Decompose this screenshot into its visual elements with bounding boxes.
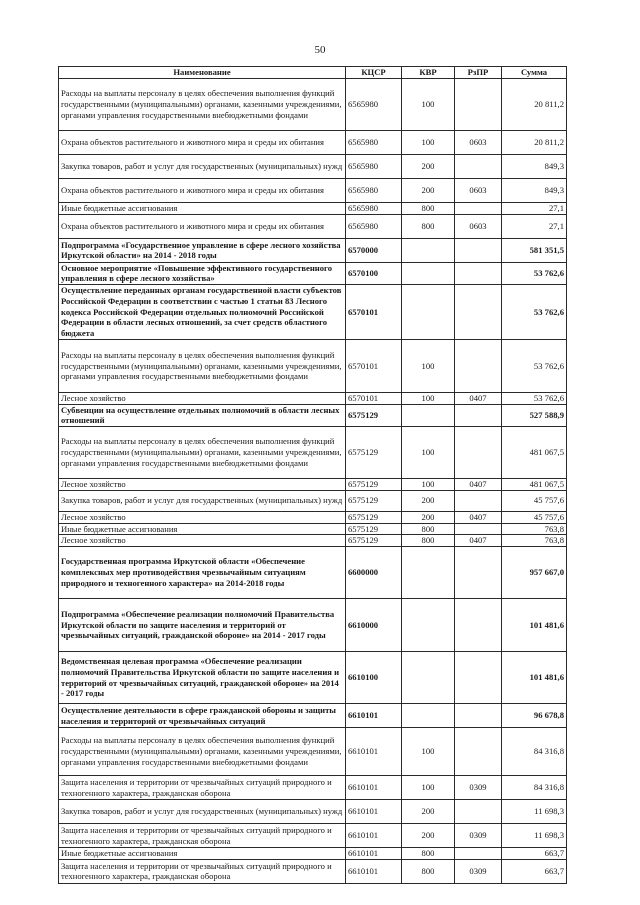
cell-rzpr: 0309 (455, 824, 502, 848)
cell-sum: 101 481,6 (502, 599, 567, 652)
cell-kcsr: 6610101 (346, 848, 402, 860)
cell-kvr (402, 262, 455, 284)
column-header-rzpr: РзПР (455, 67, 502, 79)
table-row (59, 490, 567, 511)
cell-name: Субвенции на осуществление отдельных полномочий в области лесных отношений (59, 404, 346, 426)
cell-kcsr: 6565980 (346, 155, 402, 179)
cell-kcsr: 6610101 (346, 800, 402, 824)
cell-rzpr (455, 848, 502, 860)
table-row (59, 404, 567, 426)
cell-kcsr: 6570100 (346, 262, 402, 284)
cell-sum: 20 811,2 (502, 79, 567, 131)
budget-table (58, 66, 567, 884)
cell-kvr (402, 547, 455, 599)
cell-sum: 581 351,5 (502, 238, 567, 262)
table-row (59, 79, 567, 131)
cell-rzpr (455, 262, 502, 284)
cell-kcsr: 6575129 (346, 490, 402, 511)
cell-rzpr (455, 547, 502, 599)
cell-kcsr: 6570101 (346, 339, 402, 392)
cell-kcsr: 6610000 (346, 599, 402, 652)
cell-name: Подпрограмма «Государственное управление в сфере лесного хозяйства Иркутской области» на 2014 - 2018 годы (59, 238, 346, 262)
cell-kvr: 100 (402, 392, 455, 404)
table-header-row (59, 67, 567, 79)
cell-name: Расходы на выплаты персоналу в целях обеспечения выполнения функций государственными (муниципальными) органами, казенными учреждениями, органами управления государственными внебюджетными фондами (59, 79, 346, 131)
cell-name: Лесное хозяйство (59, 479, 346, 491)
cell-sum: 96 678,8 (502, 704, 567, 728)
cell-kcsr: 6600000 (346, 547, 402, 599)
cell-kvr (402, 238, 455, 262)
cell-sum: 45 757,6 (502, 490, 567, 511)
cell-rzpr: 0407 (455, 392, 502, 404)
cell-rzpr (455, 285, 502, 340)
cell-kcsr: 6570000 (346, 238, 402, 262)
cell-rzpr: 0603 (455, 214, 502, 238)
cell-kcsr: 6565980 (346, 131, 402, 155)
cell-rzpr (455, 203, 502, 215)
cell-name: Защита населения и территории от чрезвычайных ситуаций природного и техногенного характера, гражданская оборона (59, 824, 346, 848)
cell-sum: 481 067,5 (502, 427, 567, 479)
cell-rzpr (455, 404, 502, 426)
cell-name: Расходы на выплаты персоналу в целях обеспечения выполнения функций государственными (муниципальными) органами, казенными учреждениями, органами управления государственными внебюджетными фондами (59, 427, 346, 479)
table-row (59, 704, 567, 728)
cell-name: Расходы на выплаты персоналу в целях обеспечения выполнения функций государственными (муниципальными) органами, казенными учреждениями, органами управления государственными внебюджетными фондами (59, 339, 346, 392)
cell-kvr (402, 285, 455, 340)
cell-rzpr (455, 728, 502, 776)
cell-kvr: 800 (402, 214, 455, 238)
cell-rzpr (455, 490, 502, 511)
cell-kvr: 200 (402, 155, 455, 179)
cell-kvr: 800 (402, 848, 455, 860)
column-header-kcsr: КЦСР (346, 67, 402, 79)
cell-name: Охрана объектов растительного и животного мира и среды их обитания (59, 131, 346, 155)
cell-rzpr: 0603 (455, 179, 502, 203)
table-row (59, 479, 567, 491)
cell-kcsr: 6565980 (346, 214, 402, 238)
cell-kcsr: 6575129 (346, 523, 402, 535)
cell-rzpr (455, 427, 502, 479)
cell-rzpr (455, 599, 502, 652)
cell-kcsr: 6610101 (346, 704, 402, 728)
cell-kcsr: 6575129 (346, 511, 402, 523)
cell-kcsr: 6575129 (346, 535, 402, 547)
cell-name: Защита населения и территории от чрезвычайных ситуаций природного и техногенного характера, гражданская оборона (59, 776, 346, 800)
column-header-name: Наименование (59, 67, 346, 79)
cell-sum: 527 588,9 (502, 404, 567, 426)
cell-name: Закупка товаров, работ и услуг для государственных (муниципальных) нужд (59, 155, 346, 179)
cell-name: Лесное хозяйство (59, 535, 346, 547)
cell-kcsr: 6610101 (346, 776, 402, 800)
table-row (59, 179, 567, 203)
table-row (59, 523, 567, 535)
cell-name: Государственная программа Иркутской области «Обеспечение комплексных мер противодействия чрезвычайным ситуациям природного и техногенного характера» на 2014-2018 годы (59, 547, 346, 599)
cell-rzpr (455, 238, 502, 262)
cell-rzpr: 0407 (455, 535, 502, 547)
cell-kcsr: 6575129 (346, 427, 402, 479)
cell-kcsr: 6610100 (346, 652, 402, 704)
cell-kvr: 100 (402, 479, 455, 491)
cell-name: Осуществление переданных органам государственной власти субъектов Российской Федерации в соответствии с частью 1 статьи 83 Лесного кодекса Российской Федерации отдельных полномочий Российской Федерации в области лесных отношений, за счет средств областного бюджета (59, 285, 346, 340)
cell-name: Осуществление деятельности в сфере гражданской обороны и защиты населения и территорий от чрезвычайных ситуаций (59, 704, 346, 728)
cell-name: Защита населения и территории от чрезвычайных ситуаций природного и техногенного характера, гражданская оборона (59, 859, 346, 883)
cell-kcsr: 6570101 (346, 285, 402, 340)
column-header-kvr: КВР (402, 67, 455, 79)
column-header-sum: Сумма (502, 67, 567, 79)
cell-kvr: 200 (402, 800, 455, 824)
cell-sum: 11 698,3 (502, 800, 567, 824)
table-row (59, 776, 567, 800)
cell-kvr: 800 (402, 859, 455, 883)
cell-name: Подпрограмма «Обеспечение реализации полномочий Правительства Иркутской области по защите населения и территорий от чрезвычайных ситуаций, гражданской обороне» на 2014 - 2017 годы (59, 599, 346, 652)
cell-kvr: 100 (402, 79, 455, 131)
cell-kcsr: 6575129 (346, 404, 402, 426)
cell-sum: 20 811,2 (502, 131, 567, 155)
cell-name: Охрана объектов растительного и животного мира и среды их обитания (59, 179, 346, 203)
cell-kcsr: 6565980 (346, 203, 402, 215)
cell-sum: 849,3 (502, 155, 567, 179)
cell-name: Ведомственная целевая программа «Обеспечение реализации полномочий Правительства Иркутской области по защите населения и территорий от чрезвычайных ситуаций, гражданской обороне» на 2014 - 2017 годы (59, 652, 346, 704)
cell-rzpr: 0407 (455, 511, 502, 523)
cell-sum: 849,3 (502, 179, 567, 203)
table-row (59, 535, 567, 547)
cell-sum: 45 757,6 (502, 511, 567, 523)
cell-name: Иные бюджетные ассигнования (59, 523, 346, 535)
cell-name: Охрана объектов растительного и животного мира и среды их обитания (59, 214, 346, 238)
page-number: 50 (314, 44, 326, 56)
cell-sum: 11 698,3 (502, 824, 567, 848)
cell-rzpr (455, 652, 502, 704)
cell-kcsr: 6565980 (346, 179, 402, 203)
cell-sum: 663,7 (502, 848, 567, 860)
table-row (59, 511, 567, 523)
table-row (59, 262, 567, 284)
cell-name: Закупка товаров, работ и услуг для государственных (муниципальных) нужд (59, 800, 346, 824)
cell-kcsr: 6610101 (346, 859, 402, 883)
cell-sum: 27,1 (502, 203, 567, 215)
cell-rzpr (455, 339, 502, 392)
table-body (59, 79, 567, 884)
cell-kvr: 100 (402, 339, 455, 392)
cell-sum: 957 667,0 (502, 547, 567, 599)
table-row (59, 214, 567, 238)
cell-kcsr: 6610101 (346, 728, 402, 776)
table-row (59, 339, 567, 392)
cell-sum: 84 316,8 (502, 728, 567, 776)
cell-name: Иные бюджетные ассигнования (59, 848, 346, 860)
cell-kvr: 800 (402, 535, 455, 547)
cell-name: Лесное хозяйство (59, 392, 346, 404)
cell-sum: 481 067,5 (502, 479, 567, 491)
cell-kvr: 100 (402, 776, 455, 800)
cell-kvr: 100 (402, 728, 455, 776)
cell-sum: 53 762,6 (502, 285, 567, 340)
table-row (59, 599, 567, 652)
table-row (59, 859, 567, 883)
cell-sum: 763,8 (502, 535, 567, 547)
cell-sum: 53 762,6 (502, 392, 567, 404)
cell-kvr: 800 (402, 523, 455, 535)
cell-kcsr: 6565980 (346, 79, 402, 131)
cell-rzpr (455, 523, 502, 535)
cell-rzpr (455, 155, 502, 179)
table-row (59, 824, 567, 848)
cell-kvr: 100 (402, 427, 455, 479)
cell-kcsr: 6570101 (346, 392, 402, 404)
cell-kvr: 200 (402, 490, 455, 511)
table-row (59, 652, 567, 704)
cell-rzpr: 0603 (455, 131, 502, 155)
table-row (59, 728, 567, 776)
table-row (59, 800, 567, 824)
cell-rzpr: 0309 (455, 859, 502, 883)
cell-kvr (402, 599, 455, 652)
cell-kvr (402, 704, 455, 728)
cell-sum: 84 316,8 (502, 776, 567, 800)
cell-kcsr: 6610101 (346, 824, 402, 848)
table-row (59, 285, 567, 340)
cell-rzpr (455, 79, 502, 131)
cell-rzpr (455, 704, 502, 728)
table-row (59, 427, 567, 479)
cell-name: Расходы на выплаты персоналу в целях обеспечения выполнения функций государственными (муниципальными) органами, казенными учреждениями, органами управления государственными внебюджетными фондами (59, 728, 346, 776)
cell-sum: 763,8 (502, 523, 567, 535)
cell-rzpr: 0407 (455, 479, 502, 491)
cell-kvr (402, 652, 455, 704)
table-row (59, 238, 567, 262)
cell-sum: 663,7 (502, 859, 567, 883)
table-row (59, 547, 567, 599)
cell-sum: 101 481,6 (502, 652, 567, 704)
cell-kvr: 200 (402, 179, 455, 203)
cell-sum: 27,1 (502, 214, 567, 238)
cell-name: Основное мероприятие «Повышение эффективного государственного управления в сфере лесного хозяйства» (59, 262, 346, 284)
table-row (59, 131, 567, 155)
table-row (59, 848, 567, 860)
cell-rzpr (455, 800, 502, 824)
cell-name: Лесное хозяйство (59, 511, 346, 523)
cell-name: Иные бюджетные ассигнования (59, 203, 346, 215)
cell-sum: 53 762,6 (502, 262, 567, 284)
cell-kvr: 200 (402, 511, 455, 523)
cell-sum: 53 762,6 (502, 339, 567, 392)
table-row (59, 203, 567, 215)
cell-kvr: 800 (402, 203, 455, 215)
table-row (59, 392, 567, 404)
cell-kcsr: 6575129 (346, 479, 402, 491)
cell-name: Закупка товаров, работ и услуг для государственных (муниципальных) нужд (59, 490, 346, 511)
table-row (59, 155, 567, 179)
cell-kvr: 200 (402, 824, 455, 848)
cell-rzpr: 0309 (455, 776, 502, 800)
cell-kvr (402, 404, 455, 426)
cell-kvr: 100 (402, 131, 455, 155)
